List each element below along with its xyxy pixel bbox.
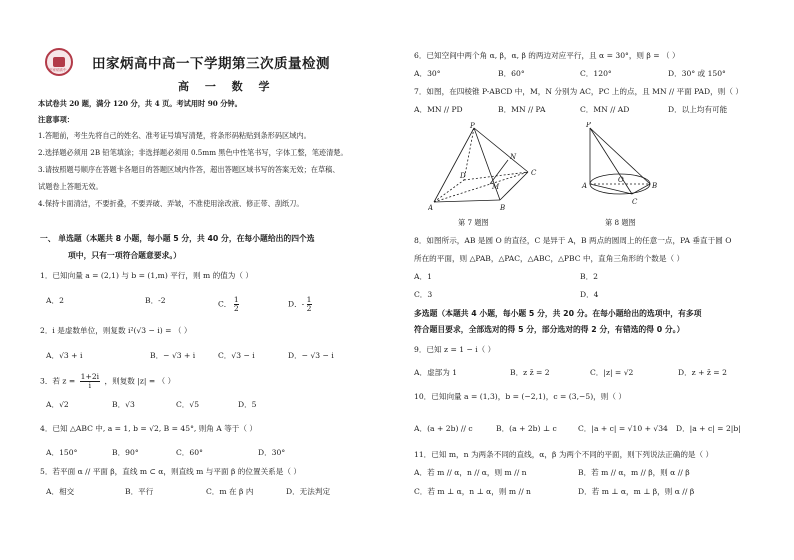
note-2: 2.选择题必须用 2B 铅笔填涂；非选择题必须用 0.5mm 黑色中性笔书写，字体工整，笔迹清楚。 (38, 148, 348, 157)
q11-stem: 11．已知 m，n 为两条不同的直线，α，β 为两个不同的平面，则下列说法正确的是（ ） (414, 450, 714, 459)
school-title: 田家炳高中高一下学期第三次质量检测 (92, 56, 330, 72)
q1-option-c-prefix: C． (218, 299, 232, 309)
q2-option-d: D．− √3 − i (288, 351, 334, 360)
q6-option-a: A．30° (414, 69, 441, 78)
label-p: P (470, 122, 475, 130)
figure-7-pyramid (428, 122, 548, 214)
q1-option-c-fraction (234, 296, 239, 313)
section1-heading-line1: 一、 单选题（本题共 8 小题，每小题 5 分，共 40 分，在每小题给出的四个选 (40, 234, 315, 243)
q1-option-c-den: 2 (233, 304, 239, 313)
q3-stem (40, 373, 175, 390)
q10-stem: 10．已知向量 a = (1,3)，b = (−2,1)，c = (3,−5)，则（ ） (414, 392, 626, 401)
q5-option-c: C．m 在 β 内 (206, 487, 254, 496)
q4-option-a: A．150° (46, 448, 78, 457)
q7-option-d: D．以上均有可能 (668, 105, 728, 114)
q2-option-b: B．− √3 + i (150, 351, 196, 360)
q11-option-a: A．若 m // α，n // α，则 m // n (414, 468, 527, 477)
note-3-cont: 试题卷上答题无效。 (38, 182, 103, 191)
q3-frac-num: 1+2i (80, 372, 100, 381)
label-a: A (428, 204, 434, 212)
q1-option-c (218, 296, 239, 313)
q1-option-b: B．-2 (145, 296, 166, 305)
q3-option-c: C．√5 (176, 400, 200, 409)
figure-8-caption: 第 8 题图 (605, 218, 636, 227)
label-n: N (510, 153, 517, 161)
q3-stem-suffix: ，则复数 |z| = （ ） (104, 376, 176, 386)
q2-option-a: A．√3 + i (46, 351, 83, 360)
label-b: B (500, 204, 506, 212)
q9-stem: 9．已知 z = 1 − i（ ） (414, 345, 496, 354)
q8-stem-line2: 所在的平面，则 △PAB，△PAC，△ABC，△PBC 中，直角三角形的个数是（ ） (414, 254, 685, 263)
section2-heading-line2: 符合题目要求，全部选对的得 5 分，部分选对的得 2 分，有错选的得 0 分。） (414, 325, 685, 334)
q11-option-d: D．若 m ⊥ α，m ⊥ β，则 α // β (578, 487, 695, 496)
q8-option-c: C．3 (414, 290, 433, 299)
notes-title: 注意事项： (38, 115, 74, 124)
q7-stem: 7．如图，在四棱锥 P-ABCD 中，M，N 分别为 AC，PC 上的点，且 MN // 平面 PAD，则（ ） (414, 87, 743, 96)
q8-option-d: D．4 (580, 290, 599, 299)
q3-frac-den: i (88, 381, 92, 390)
figure-7-caption: 第 7 题图 (458, 218, 489, 227)
edge-ad (434, 180, 464, 202)
note-1: 1.答题前，考生先将自己的姓名、准考证号填写清楚，将条形码粘贴到条形码区域内。 (38, 131, 311, 140)
q11-option-c: C．若 m ⊥ α，n ⊥ α，则 m // n (414, 487, 531, 496)
q7-option-b: B．MN // PA (498, 105, 546, 114)
school-logo (45, 48, 73, 76)
note-4: 4.保持卡面清洁，不要折叠，不要弄破、弄皱，不准使用涂改液、修正带、刮纸刀。 (38, 199, 304, 208)
q3-stem-prefix: 3．若 z = (40, 376, 76, 386)
q1-option-a: A．2 (46, 296, 64, 305)
q1-option-d-prefix: D．- (288, 299, 305, 309)
q8-option-a: A．1 (414, 272, 432, 281)
q6-option-b: B．60° (498, 69, 525, 78)
q6-stem: 6．已知空间中两个角 α, β，α, β 的两边对应平行，且 α = 30°，则 β = （ ） (414, 51, 680, 60)
q9-option-c: C．|z| = √2 (590, 368, 634, 377)
label-c: C (531, 169, 537, 177)
q10-option-d: D．|a + c| = 2|b| (676, 424, 741, 433)
q1-stem: 1．已知向量 a = (2,1) 与 b = (1,m) 平行，则 m 的值为（ ） (40, 271, 253, 280)
q8-stem-line1: 8．如图所示，AB 是圆 O 的直径，C 是异于 A，B 两点的圆周上的任意一点，PA 垂直于圆 O (414, 236, 732, 245)
label-p8: P (586, 122, 591, 129)
label-c8: C (632, 198, 638, 206)
q6-option-c: C．120° (580, 69, 612, 78)
q10-option-c: C．|a + c| = √10 + √34 (578, 424, 668, 433)
q8-option-b: B．2 (580, 272, 599, 281)
q4-option-d: D．30° (258, 448, 286, 457)
edge-ab (434, 200, 500, 202)
section1-heading-line2: 项中，只有一项符合题意要求。） (68, 251, 182, 260)
q3-option-a: A．√2 (46, 400, 69, 409)
q10-option-a: A．(a + 2b) // c (414, 424, 473, 433)
q5-option-b: B．平行 (125, 487, 154, 496)
q5-stem: 5．若平面 α // 平面 β，直线 m ⊂ α，则直线 m 与平面 β 的位置关系是（ ） (40, 467, 301, 476)
q1-option-d-fraction (307, 296, 312, 313)
figure-8-circle (580, 122, 660, 214)
note-3: 3.请按照题号顺序在答题卡各题目的答题区域内作答，超出答题区域书写的答案无效；在草稿、 (38, 165, 340, 174)
q9-option-a: A．虚部为 1 (414, 368, 458, 377)
label-m: M (492, 183, 500, 191)
q2-option-c: C．√3 − i (218, 351, 255, 360)
q7-option-a: A．MN // PD (414, 105, 463, 114)
q9-option-d: D．z + z̄ = 2 (678, 368, 727, 377)
label-o8: O (618, 176, 624, 184)
section2-heading-line1: 多选题（本题共 4 小题，每小题 5 分，共 20 分。在每小题给出的选项中，有多项 (414, 309, 702, 318)
q3-option-d: D．5 (238, 400, 257, 409)
segment-mn (490, 160, 508, 184)
segment-ac (590, 184, 632, 194)
label-a8: A (582, 182, 588, 190)
q4-option-b: B．90° (112, 448, 139, 457)
label-b8: B (652, 182, 658, 190)
exam-info-line: 本试卷共 20 题，满分 120 分，共 4 页。考试用时 90 分钟。 (38, 99, 242, 108)
q5-option-a: A．相交 (46, 487, 75, 496)
q10-option-b: B．(a + 2b) ⊥ c (496, 424, 557, 433)
q1-option-d-den: 2 (306, 304, 312, 313)
q1-option-d (288, 296, 312, 313)
q7-option-c: C．MN // AD (580, 105, 630, 114)
q2-stem: 2．i 是虚数单位，则复数 i²(√3 − i) = （ ） (40, 326, 192, 335)
segment-bc (632, 184, 650, 194)
edge-pa (434, 128, 474, 202)
q3-fraction (80, 373, 100, 390)
q3-option-b: B．√3 (112, 400, 135, 409)
q9-option-b: B．z z̄ = 2 (510, 368, 550, 377)
logo-emblem (53, 57, 65, 67)
q1-option-c-num: 1 (233, 295, 239, 304)
logo-text: 田家炳高中 (49, 68, 67, 72)
q11-option-b: B．若 m // α，m // β，则 α // β (578, 468, 690, 477)
label-d: D (460, 172, 466, 180)
q6-option-d: D．30° 或 150° (668, 69, 726, 78)
q4-stem: 4．已知 △ABC 中, a = 1, b = √2, B = 45°, 则角 A 等于（ ） (40, 424, 257, 433)
q1-option-d-num: 1 (306, 295, 312, 304)
q5-option-d: D．无法判定 (286, 487, 331, 496)
subject-title: 高 一 数 学 (178, 80, 276, 93)
q4-option-c: C．60° (176, 448, 203, 457)
